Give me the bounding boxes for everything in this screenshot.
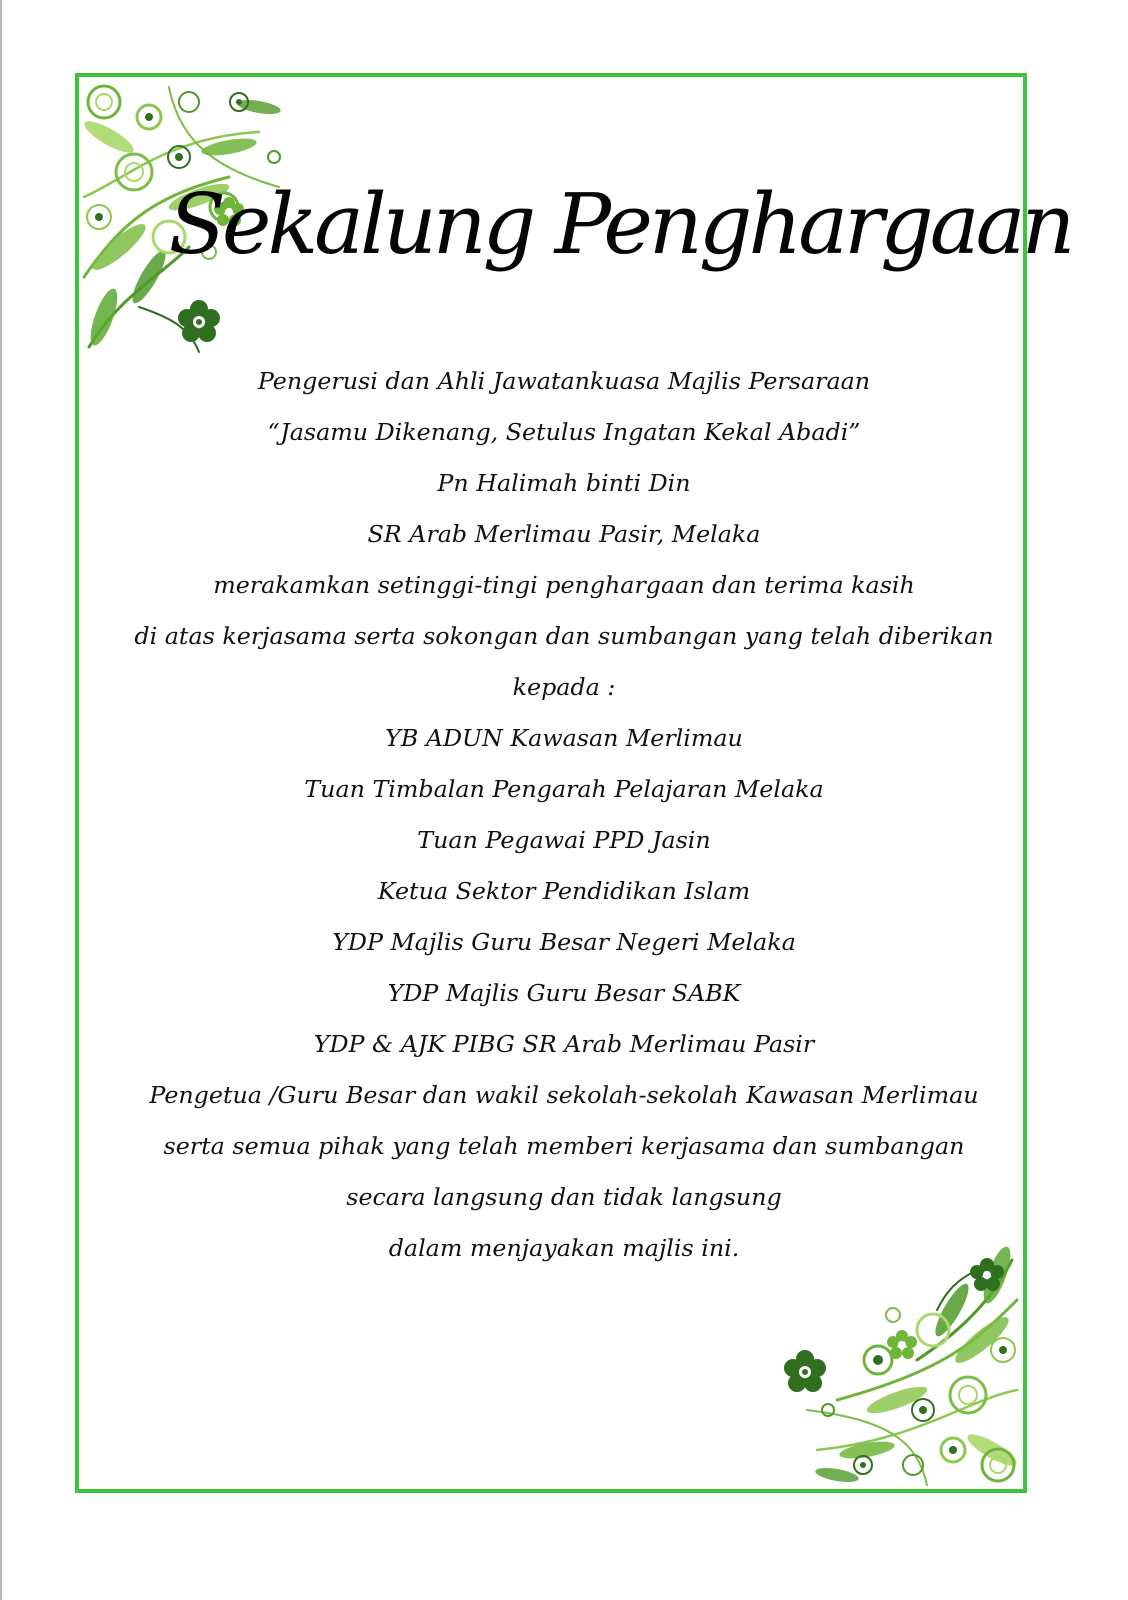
recipient-line: YDP & AJK PIBG SR Arab Merlimau Pasir [313,1030,815,1058]
cooperation-line: di atas kerjasama serta sokongan dan sumbangan yang telah diberikan [134,622,994,650]
recipient-line: YB ADUN Kawasan Merlimau [385,724,743,752]
recipient-line: Tuan Timbalan Pengarah Pelajaran Melaka [304,775,824,803]
retiree-name-line: Pn Halimah binti Din [437,469,691,497]
recipient-line: YDP Majlis Guru Besar Negeri Melaka [332,928,796,956]
recipient-line: YDP Majlis Guru Besar SABK [387,979,741,1007]
closing-line: dalam menjayakan majlis ini. [388,1234,740,1262]
floral-corner-bottom-right-decoration [777,1250,1023,1490]
recipient-line: Tuan Pegawai PPD Jasin [417,826,711,854]
appreciation-line: merakamkan setinggi-tingi penghargaan dan terima kasih [213,571,915,599]
school-name-line: SR Arab Merlimau Pasir, Melaka [367,520,761,548]
page-edge-line [0,0,2,1600]
closing-line: serta semua pihak yang telah memberi kerjasama dan sumbangan [163,1132,965,1160]
closing-line: secara langsung dan tidak langsung [346,1183,782,1211]
organizer-line: Pengerusi dan Ahli Jawatankuasa Majlis Persaraan [257,367,871,395]
recipients-intro-line: kepada : [512,673,616,701]
recipient-line: Pengetua /Guru Besar dan wakil sekolah-sekolah Kawasan Merlimau [149,1081,979,1109]
recipient-line: Ketua Sektor Pendidikan Islam [377,877,751,905]
event-theme-line: “Jasamu Dikenang, Setulus Ingatan Kekal Abadi” [267,418,861,446]
certificate-title: Sekalung Penghargaan [168,175,1072,273]
